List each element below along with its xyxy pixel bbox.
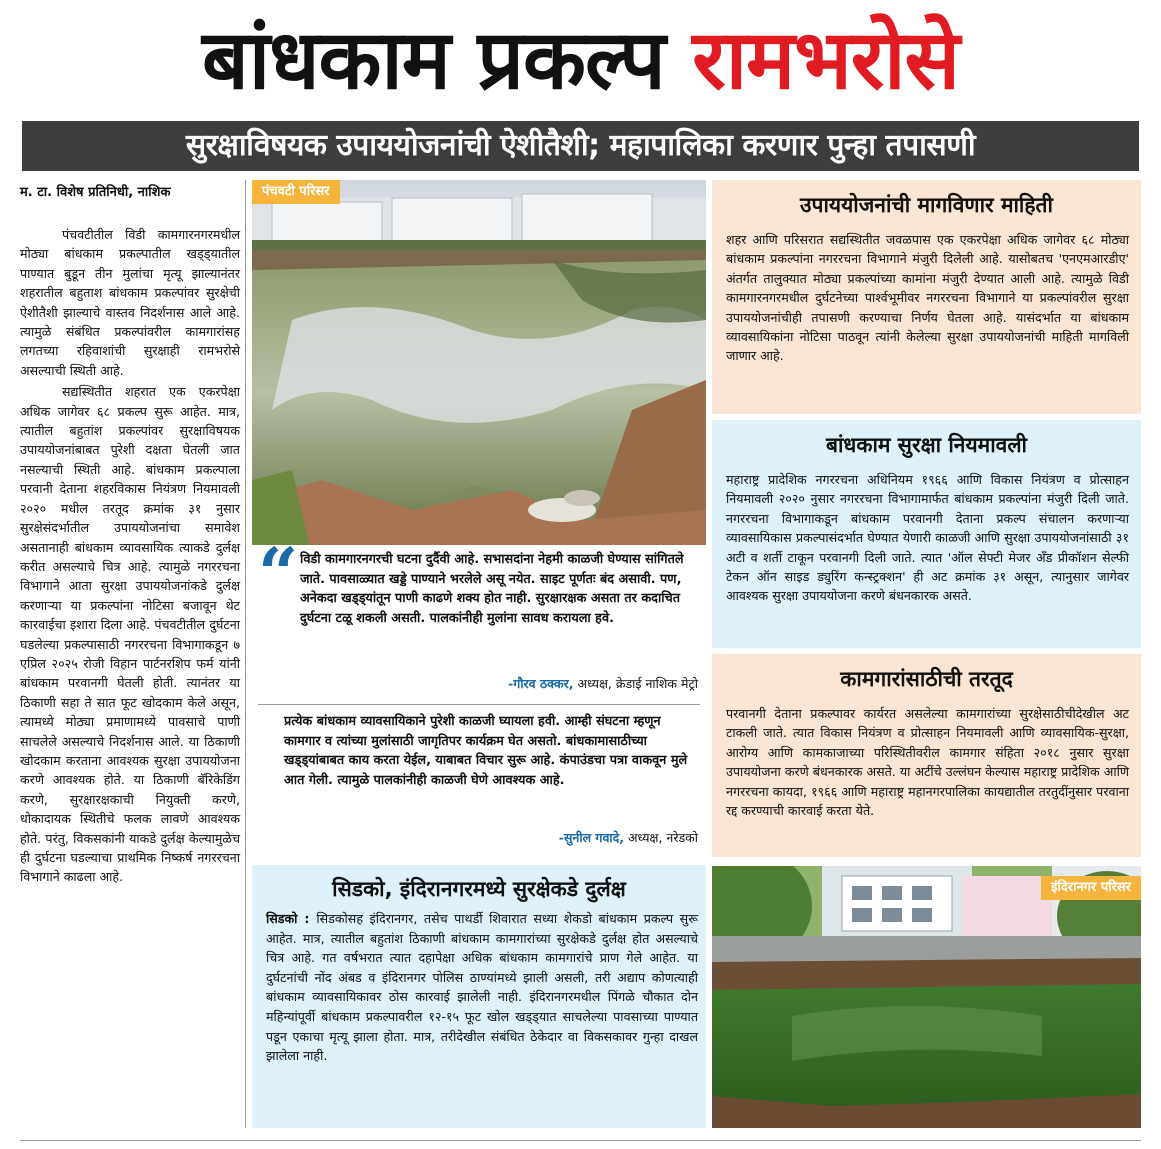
box-worker-provisions (712, 654, 1141, 857)
cidco-lead: सिडको : (266, 911, 317, 926)
photo-panchavati (252, 180, 706, 556)
quote-divider (258, 704, 700, 705)
quote2-name: -सुनील गवादे, (558, 830, 625, 845)
headline-red: रामभरोसे (692, 13, 959, 108)
byline: म. टा. विशेष प्रतिनिधी, नाशिक (20, 185, 171, 200)
bottom-rule (20, 1140, 1141, 1141)
box-safety-rules (712, 420, 1141, 648)
quote-gaurav-thakkar (252, 532, 706, 697)
quote1-name: -गौरव ठक्कर, (508, 676, 574, 691)
box1-body: शहर आणि परिसरात सद्यस्थितीत जवळपास एक एकरपेक्षा अधिक जागेवर ६८ मोठ्या बांधकाम प्रकल्पांना नगररचना विभागाने मंजुरी दिलेली आहे. यासोबतच 'एनएमआरडीए' अंतर्गत तालुक्यात मोठ्या प्रकल्पांच्या कामांना मंजुरी देण्यात आली आहे. त्यामुळे विडी कामगारनगरमधील दुर्घटनेच्या पार्श्वभूमीवर नगररचना विभागाने या प्रकल्पांवरील सुरक्षा उपाययोजनांचीही तपासणी करण्याचा निर्णय घेतला आहे. यासंदर्भात या बांधकाम व्यावसायिकांना नोटिसा पाठवून त्यांनी केलेल्या सुरक्षा उपाययोजनांची माहिती मागविली जाणार आहे. (726, 232, 1129, 364)
photo-tag-panchavati: पंचवटी परिसर (252, 180, 340, 204)
quote1-text: विडी कामगारनगरची घटना दुर्दैवी आहे. सभासदांना नेहमी काळजी घेण्यास सांगितले जाते. पावसाळ्यात खड्डे पाण्याने भरलेले असू नयेत. साइट पूर्णतः बंद असावी. पण, अनेकदा खड्ड्यांतून पाणी काढणे शक्य होत नाही. सुरक्षारक्षक असता तर कदाचित दुर्घटना टळू शकली असती. पालकांनीही मुलांना सावध करायला हवे. (300, 552, 684, 626)
subheadline: सुरक्षाविषयक उपाययोजनांची ऐशीतैशी; महापालिका करणार पुन्हा तपासणी (22, 121, 1139, 171)
left-paragraph-1: पंचवटीतील विडी कामगारनगरमधील मोठ्या बांधकाम प्रकल्पातील खड्ड्यातील पाण्यात बुडून तीन मुलांचा मृत्यू झाल्यानंतर शहरातील बहुताश बांधकाम प्रकल्पांवर सुरक्षेची ऐशीतैशी झाल्याचे वास्तव निदर्शनास आले आहे. त्यामुळे संबंधित प्रकल्पांवरील कामगारांसह लगतच्या रहिवाशांची सुरक्षाही रामभरोसे असल्याची स्थिती आहे. (20, 227, 240, 378)
quote2-role: अध्यक्ष, नरेडको (624, 830, 698, 845)
quote-mark-icon: “ (258, 532, 299, 615)
headline (0, 8, 1161, 114)
cidco-box (252, 865, 706, 1128)
box2-title: बांधकाम सुरक्षा नियमावली (826, 433, 1027, 457)
photo-indiranagar (712, 866, 1141, 1128)
left-paragraph-2: सद्यस्थितीत शहरात एक एकरपेक्षा अधिक जागेवर ६८ प्रकल्प सुरू आहेत. मात्र, त्यातील बहुतांश प्रकल्पांवर सुरक्षाविषयक उपाययोजनांबाबत पुरेशी दक्षता घेतली जात नसल्याची स्थिती आहे. बांधकाम प्रकल्पाला परवानी देताना शहरविकास नियंत्रण नियमावली २०२० मधील तरतूद क्रमांक ३१ नुसार सुरक्षेसंदर्भातील उपाययोजनांचा समावेश असतानाही बांधकाम व्यावसायिक त्याकडे दुर्लक्ष करीत असल्याचे चित्र आहे. त्यामुळे नगररचना विभागाने आता सुरक्षा उपाययोजनांकडे दुर्लक्ष करणाऱ्या या प्रकल्पांना नोटिसा बजावून थेट कारवाईचा इशारा दिला आहे. पंचवटीतील दुर्घटना घडलेल्या प्रकल्पासाठी नगररचना विभागाकडून ७ एप्रिल २०२५ रोजी विहान पार्टनरशिप फर्म यांनी बांधकाम परवानगी घेतली होती. त्यानंतर या ठिकाणी सहा ते सात फूट खोदकाम केले असून, त्यामध्ये मोठ्या प्रमाणामध्ये पावसाचे पाणी साचलेले असल्याचे निदर्शनास आले. या ठिकाणी खोदकाम करताना आवश्यक सुरक्षा उपाययोजना करणे आवश्यक होते. या ठिकाणी बॅरिकेडिंग करणे, सुरक्षारक्षकाची नियुक्ती करणे, धोकादायक स्थितीचे फलक लावणे आवश्यक होते. परंतु, विकसकांनी याकडे दुर्लक्ष केल्यामुळेच ही दुर्घटना घडल्याचा प्राथमिक निष्कर्ष नगररचना विभागाने काढला आहे. (20, 384, 240, 885)
quote-sunil-gavade (252, 712, 706, 848)
photo-tag-indiranagar: इंदिरानगर परिसर (1041, 876, 1141, 900)
box-measures-info (712, 180, 1141, 414)
headline-black: बांधकाम प्रकल्प (202, 13, 693, 108)
quote2-signature (559, 829, 698, 847)
quote2-text: प्रत्येक बांधकाम व्यावसायिकाने पुरेशी काळजी घ्यायला हवी. आम्ही संघटना म्हणून कामगार व त्यांच्या मुलांसाठी जागृतिपर कार्यक्रम घेत असतो. बांधकामासाठीच्या खड्ड्यांबाबत काय करता येईल, याबाबत विचार सुरू आहे. कंपाउंडचा पत्रा वाकवून मुले आत गेली. त्यामुळे पालकांनीही काळजी घेणे आवश्यक आहे. (284, 714, 688, 788)
box3-title: कामगारांसाठीची तरतूद (840, 667, 1013, 691)
quote1-signature (508, 675, 698, 693)
box2-body: महाराष्ट्र प्रादेशिक नगररचना अधिनियम १९६६ आणि विकास नियंत्रण व प्रोत्साहन नियमावली २०२० नुसार नगररचना विभागामार्फत बांधकाम प्रकल्पांना मंजुरी दिली जाते. नगररचना विभागाकडून बांधकाम परवानगी देताना प्रकल्प संचालन करणाऱ्या व्यावसायिकास प्रकल्पासंदर्भात घेण्यात येणारी काळजी आणि सुरक्षा उपाययोजनांसाठी ३१ अटी व शर्ती टाकून परवानगी दिली जाते. त्यात 'ऑल सेफ्टी मेजर अँड प्रीकॉशन सेल्फी टेकन ऑन साइड ड्युरिंग कन्स्ट्रक्शन' ही अट क्रमांक ३१ असून, त्यानुसार जागेवर आवश्यक सुरक्षा उपाययोजना करणे बंधनकारक असते. (726, 472, 1129, 604)
cidco-text: सिडकोसह इंदिरानगर, तसेच पाथर्डी शिवारात सध्या शेकडो बांधकाम प्रकल्प सुरू आहेत. मात्र, त्यातील बहुतांश ठिकाणी बांधकाम कामगारांच्या सुरक्षेकडे दुर्लक्ष होत असल्याचे चित्र आहे. गत वर्षभरात त्यात दहापेक्षा अधिक बांधकाम कामगारांचे प्राण गेले आहेत. या दुर्घटनांची नोंद अंबड व इंदिरानगर पोलिस ठाण्यांमध्ये झाली असली, तरी अद्याप कोणत्याही बांधकाम व्यावसायिकावर ठोस कारवाई झालेली नाही. इंदिरानगरमधील पिंगळे चौकात दोन महिन्यांपूर्वी बांधकाम प्रकल्पावरील १२-१५ फूट खोल खड्ड्यात साचलेल्या पावसाच्या पाण्यात पडून एकाचा मृत्यू झाला होता. मात्र, तरीदेखील संबंधित ठेकेदार वा विकसकावर गुन्हा दाखल झालेला नाही. (266, 911, 698, 1064)
left-column-article (20, 225, 240, 889)
cidco-box-title: सिडको, इंदिरानगरमध्ये सुरक्षेकडे दुर्लक्ष (332, 877, 626, 901)
box3-body: परवानगी देताना प्रकल्पावर कार्यरत असलेल्या कामगारांच्या सुरक्षेसाठीचीदेखील अट टाकली जाते. त्यात विकास नियंत्रण व प्रोत्साहन नियमावली आणि व्यावसायिक-सुरक्षा, आरोग्य आणि कामकाजाच्या परिस्थितीवरील कामगार संहिता २०१८ नुसार सुरक्षा उपाययोजना करणे बंधनकारक असते. या अटींचे उल्लंघन केल्यास महाराष्ट्र प्रादेशिक आणि नगररचना कायदा, १९६६ आणि महाराष्ट्र महानगरपालिका कायद्यातील तरतुदींनुसार परवाना रद्द करण्याची कारवाई करता येते. (726, 706, 1129, 819)
cidco-box-body (266, 909, 698, 1066)
quote1-role: अध्यक्ष, क्रेडाई नाशिक मेट्रो (573, 676, 698, 691)
box1-title: उपाययोजनांची मागविणार माहिती (800, 193, 1053, 217)
photo-panchavati-illustration (252, 180, 706, 556)
column-divider (245, 180, 246, 1128)
photo-indiranagar-illustration (712, 866, 1141, 1128)
